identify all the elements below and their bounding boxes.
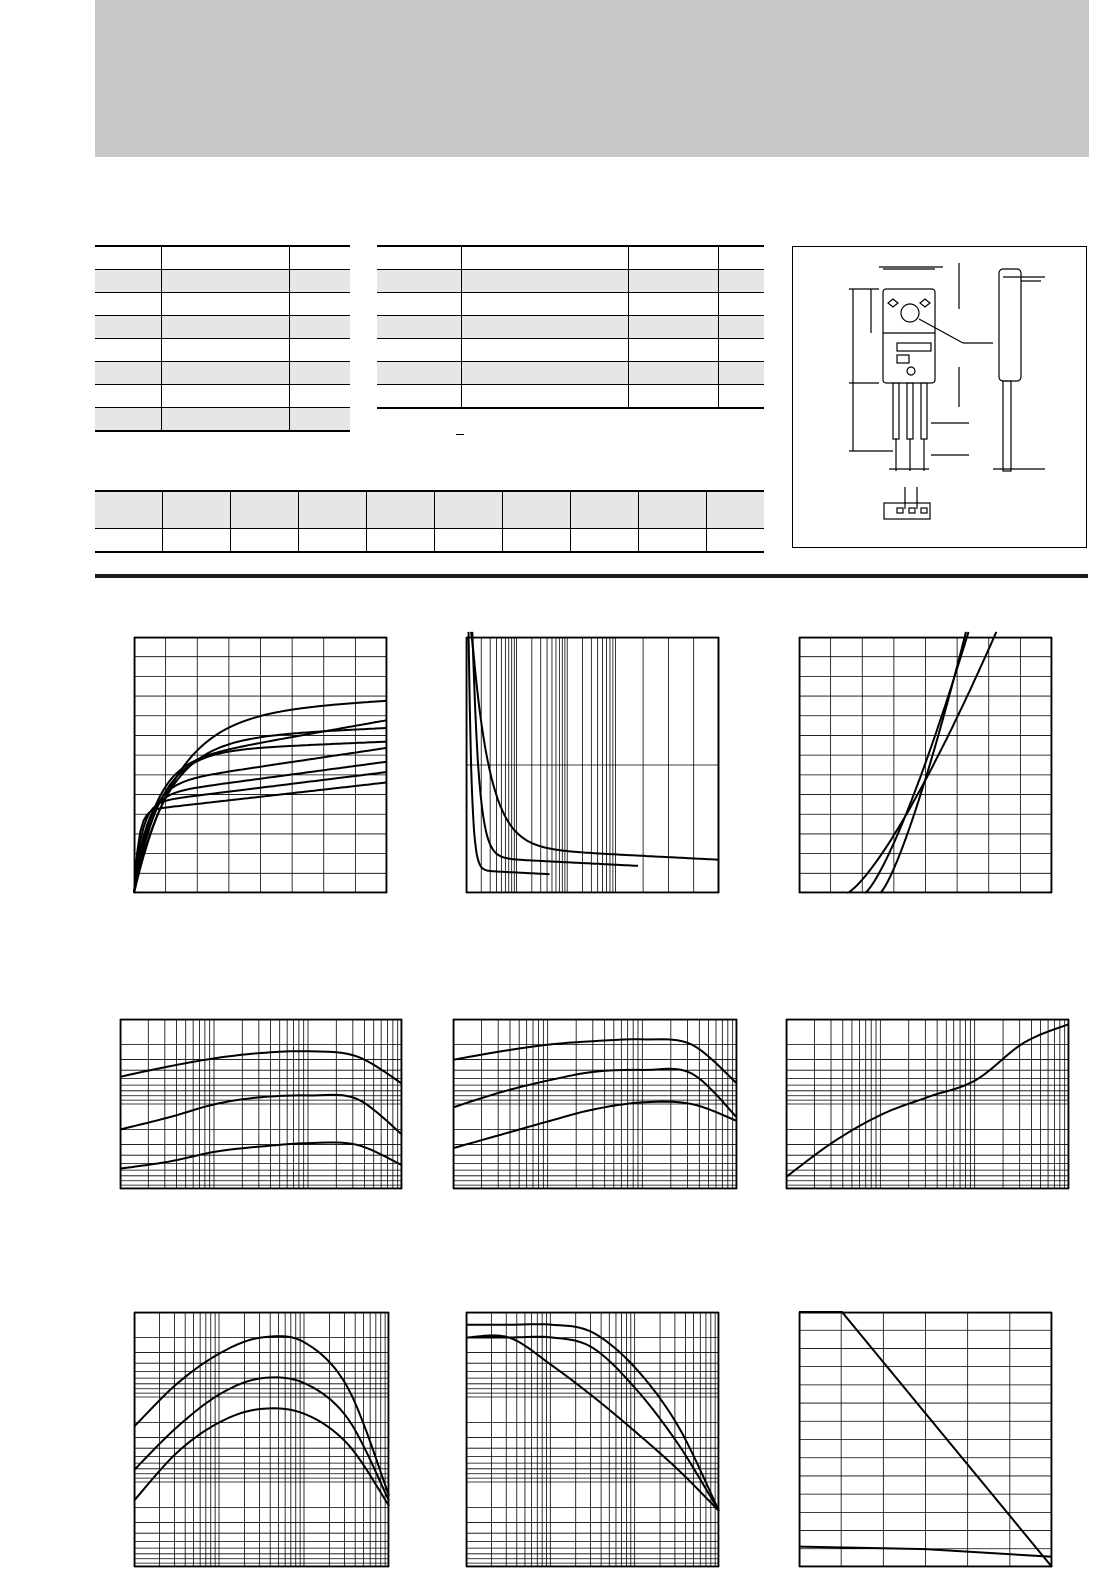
chart-saturation-voltage	[466, 637, 719, 893]
package-outline-drawing	[793, 247, 1086, 547]
chart-thermal-resistance	[786, 1019, 1069, 1189]
chart-ft-vs-ic	[134, 1312, 389, 1567]
header-band	[95, 0, 1089, 157]
package-outline-box	[792, 246, 1087, 548]
data-curve	[453, 1039, 737, 1083]
chart-output-characteristics	[134, 637, 387, 893]
chart-power-derating	[799, 1312, 1052, 1567]
data-curve	[134, 1336, 389, 1496]
data-curve	[453, 1102, 737, 1149]
chart-safe-operating-area	[466, 1312, 719, 1567]
absolute-maximum-ratings-table	[95, 245, 350, 432]
data-curve	[466, 1335, 719, 1511]
electrical-characteristics-table	[377, 245, 764, 409]
chart-transfer-characteristics	[799, 637, 1052, 893]
data-curve	[786, 1024, 1069, 1177]
data-curve	[453, 1069, 737, 1118]
footnote-overline-mark	[456, 434, 464, 435]
plot-frame	[467, 1313, 719, 1567]
data-curve	[471, 632, 719, 860]
chart-hfe-vs-ic-vce	[453, 1019, 737, 1189]
hfe-rank-table	[95, 490, 764, 553]
data-curve	[120, 1095, 402, 1135]
chart-hfe-vs-ic-temperature	[120, 1019, 402, 1189]
section-divider	[95, 574, 1088, 578]
plot-frame	[135, 1313, 389, 1567]
